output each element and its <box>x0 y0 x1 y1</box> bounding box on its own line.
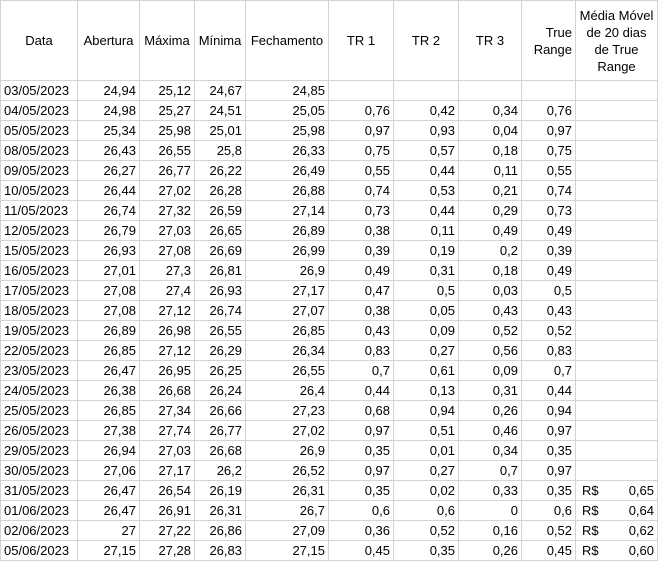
cell-data[interactable]: 11/05/2023 <box>1 201 78 221</box>
cell-maxima[interactable]: 27,74 <box>140 421 195 441</box>
table-row <box>1 541 658 561</box>
cell-data[interactable]: 22/05/2023 <box>1 341 78 361</box>
cell-fechamento[interactable]: 25,05 <box>246 101 329 121</box>
cell-tr2[interactable]: 0,94 <box>394 401 459 421</box>
cell-data[interactable]: 05/06/2023 <box>1 541 78 561</box>
cell-abertura[interactable]: 26,85 <box>78 401 140 421</box>
cell-tr1[interactable]: 0,97 <box>329 121 394 141</box>
cell-tr3[interactable]: 0,56 <box>459 341 522 361</box>
cell-tr3[interactable]: 0,31 <box>459 381 522 401</box>
cell-minima[interactable]: 26,25 <box>195 361 246 381</box>
currency-amount: 0,60 <box>628 543 654 558</box>
table-row <box>1 181 658 201</box>
cell-maxima[interactable]: 27,3 <box>140 261 195 281</box>
cell-media-movel[interactable] <box>576 241 658 261</box>
cell-maxima[interactable]: 26,68 <box>140 381 195 401</box>
cell-tr2[interactable]: 0,53 <box>394 181 459 201</box>
cell-fechamento[interactable]: 26,49 <box>246 161 329 181</box>
cell-fechamento[interactable]: 26,4 <box>246 381 329 401</box>
cell-true-range[interactable]: 0,35 <box>522 481 576 501</box>
cell-true-range[interactable]: 0,44 <box>522 381 576 401</box>
cell-data[interactable]: 24/05/2023 <box>1 381 78 401</box>
cell-media-movel[interactable] <box>576 141 658 161</box>
currency-symbol: R$ <box>582 543 599 558</box>
cell-tr2[interactable]: 0,11 <box>394 221 459 241</box>
cell-maxima[interactable]: 26,98 <box>140 321 195 341</box>
cell-fechamento[interactable]: 26,88 <box>246 181 329 201</box>
cell-true-range[interactable]: 0,97 <box>522 461 576 481</box>
cell-tr1[interactable] <box>329 81 394 101</box>
cell-minima[interactable]: 24,67 <box>195 81 246 101</box>
cell-tr2[interactable]: 0,5 <box>394 281 459 301</box>
cell-data[interactable]: 19/05/2023 <box>1 321 78 341</box>
cell-minima[interactable]: 26,65 <box>195 221 246 241</box>
cell-minima[interactable]: 26,93 <box>195 281 246 301</box>
cell-tr2[interactable]: 0,19 <box>394 241 459 261</box>
cell-data[interactable]: 03/05/2023 <box>1 81 78 101</box>
cell-maxima[interactable]: 27,12 <box>140 301 195 321</box>
column-header-tr2[interactable]: TR 2 <box>394 1 459 81</box>
cell-tr3[interactable]: 0,18 <box>459 261 522 281</box>
cell-media-movel[interactable] <box>576 121 658 141</box>
table-row <box>1 261 658 281</box>
cell-true-range[interactable]: 0,83 <box>522 341 576 361</box>
cell-data[interactable]: 31/05/2023 <box>1 481 78 501</box>
cell-data[interactable]: 25/05/2023 <box>1 401 78 421</box>
cell-maxima[interactable]: 27,08 <box>140 241 195 261</box>
cell-media-movel[interactable] <box>576 501 658 521</box>
cell-media-movel[interactable] <box>576 421 658 441</box>
cell-fechamento[interactable]: 27,07 <box>246 301 329 321</box>
cell-true-range[interactable] <box>522 81 576 101</box>
table-row <box>1 481 658 501</box>
table-row <box>1 241 658 261</box>
cell-data[interactable]: 23/05/2023 <box>1 361 78 381</box>
cell-fechamento[interactable]: 26,33 <box>246 141 329 161</box>
cell-media-movel[interactable] <box>576 181 658 201</box>
cell-tr1[interactable]: 0,45 <box>329 541 394 561</box>
cell-minima[interactable]: 26,19 <box>195 481 246 501</box>
cell-tr1[interactable]: 0,36 <box>329 521 394 541</box>
cell-abertura[interactable]: 26,27 <box>78 161 140 181</box>
cell-abertura[interactable]: 27,06 <box>78 461 140 481</box>
cell-maxima[interactable]: 27,32 <box>140 201 195 221</box>
cell-tr2[interactable]: 0,6 <box>394 501 459 521</box>
currency-value <box>579 481 654 500</box>
currency-amount: 0,65 <box>628 483 654 498</box>
table-row <box>1 221 658 241</box>
currency-value <box>579 541 654 560</box>
cell-fechamento[interactable]: 26,52 <box>246 461 329 481</box>
cell-media-movel[interactable] <box>576 281 658 301</box>
cell-abertura[interactable]: 26,89 <box>78 321 140 341</box>
cell-data[interactable]: 04/05/2023 <box>1 101 78 121</box>
cell-tr2[interactable]: 0,05 <box>394 301 459 321</box>
cell-fechamento[interactable]: 27,02 <box>246 421 329 441</box>
cell-abertura[interactable]: 27,38 <box>78 421 140 441</box>
column-header-minima[interactable]: Mínima <box>195 1 246 81</box>
cell-fechamento[interactable]: 26,99 <box>246 241 329 261</box>
cell-maxima[interactable]: 27,17 <box>140 461 195 481</box>
cell-abertura[interactable]: 27,08 <box>78 281 140 301</box>
cell-media-movel[interactable] <box>576 221 658 241</box>
cell-tr3[interactable]: 0,33 <box>459 481 522 501</box>
cell-true-range[interactable]: 0,7 <box>522 361 576 381</box>
cell-fechamento[interactable]: 27,09 <box>246 521 329 541</box>
cell-true-range[interactable]: 0,49 <box>522 261 576 281</box>
cell-tr3[interactable]: 0,26 <box>459 541 522 561</box>
cell-tr2[interactable] <box>394 81 459 101</box>
cell-tr3[interactable]: 0,03 <box>459 281 522 301</box>
cell-abertura[interactable]: 26,44 <box>78 181 140 201</box>
cell-maxima[interactable]: 25,27 <box>140 101 195 121</box>
cell-fechamento[interactable]: 27,15 <box>246 541 329 561</box>
cell-minima[interactable]: 26,29 <box>195 341 246 361</box>
cell-abertura[interactable]: 27 <box>78 521 140 541</box>
cell-true-range[interactable]: 0,52 <box>522 521 576 541</box>
cell-maxima[interactable]: 27,22 <box>140 521 195 541</box>
currency-amount: 0,62 <box>628 523 654 538</box>
cell-data[interactable]: 17/05/2023 <box>1 281 78 301</box>
cell-minima[interactable]: 26,28 <box>195 181 246 201</box>
cell-true-range[interactable]: 0,35 <box>522 441 576 461</box>
cell-true-range[interactable]: 0,43 <box>522 301 576 321</box>
cell-fechamento[interactable]: 26,31 <box>246 481 329 501</box>
cell-media-movel[interactable] <box>576 461 658 481</box>
cell-true-range[interactable]: 0,55 <box>522 161 576 181</box>
cell-media-movel[interactable] <box>576 81 658 101</box>
cell-tr1[interactable]: 0,7 <box>329 361 394 381</box>
cell-tr2[interactable]: 0,31 <box>394 261 459 281</box>
cell-maxima[interactable]: 25,98 <box>140 121 195 141</box>
table-row <box>1 461 658 481</box>
cell-tr1[interactable]: 0,47 <box>329 281 394 301</box>
cell-tr3[interactable]: 0,7 <box>459 461 522 481</box>
cell-fechamento[interactable]: 26,9 <box>246 441 329 461</box>
cell-tr1[interactable]: 0,97 <box>329 461 394 481</box>
cell-tr1[interactable]: 0,74 <box>329 181 394 201</box>
table-row <box>1 201 658 221</box>
cell-maxima[interactable]: 27,03 <box>140 441 195 461</box>
cell-true-range[interactable]: 0,74 <box>522 181 576 201</box>
cell-tr3[interactable]: 0,29 <box>459 201 522 221</box>
cell-tr3[interactable]: 0,46 <box>459 421 522 441</box>
table-row <box>1 421 658 441</box>
cell-abertura[interactable]: 27,01 <box>78 261 140 281</box>
cell-tr2[interactable]: 0,42 <box>394 101 459 121</box>
cell-true-range[interactable]: 0,52 <box>522 321 576 341</box>
cell-tr2[interactable]: 0,13 <box>394 381 459 401</box>
cell-media-movel[interactable] <box>576 481 658 501</box>
table-row <box>1 281 658 301</box>
cell-maxima[interactable]: 26,54 <box>140 481 195 501</box>
cell-true-range[interactable]: 0,94 <box>522 401 576 421</box>
cell-tr1[interactable]: 0,68 <box>329 401 394 421</box>
cell-tr3[interactable]: 0,49 <box>459 221 522 241</box>
cell-tr1[interactable]: 0,97 <box>329 421 394 441</box>
column-header-fechamento[interactable]: Fechamento <box>246 1 329 81</box>
cell-tr3[interactable]: 0,43 <box>459 301 522 321</box>
table-row <box>1 301 658 321</box>
cell-maxima[interactable]: 27,02 <box>140 181 195 201</box>
cell-true-range[interactable]: 0,75 <box>522 141 576 161</box>
cell-data[interactable]: 08/05/2023 <box>1 141 78 161</box>
cell-data[interactable]: 26/05/2023 <box>1 421 78 441</box>
cell-true-range[interactable]: 0,76 <box>522 101 576 121</box>
cell-data[interactable]: 12/05/2023 <box>1 221 78 241</box>
cell-maxima[interactable]: 26,95 <box>140 361 195 381</box>
cell-tr2[interactable]: 0,44 <box>394 201 459 221</box>
cell-maxima[interactable]: 27,34 <box>140 401 195 421</box>
cell-minima[interactable]: 26,86 <box>195 521 246 541</box>
cell-maxima[interactable]: 27,03 <box>140 221 195 241</box>
cell-tr1[interactable]: 0,73 <box>329 201 394 221</box>
cell-fechamento[interactable]: 26,9 <box>246 261 329 281</box>
cell-tr2[interactable]: 0,57 <box>394 141 459 161</box>
cell-tr3[interactable]: 0,04 <box>459 121 522 141</box>
cell-fechamento[interactable]: 24,85 <box>246 81 329 101</box>
cell-tr3[interactable]: 0,52 <box>459 321 522 341</box>
cell-abertura[interactable]: 26,85 <box>78 341 140 361</box>
cell-maxima[interactable]: 26,77 <box>140 161 195 181</box>
cell-fechamento[interactable]: 25,98 <box>246 121 329 141</box>
cell-tr1[interactable]: 0,35 <box>329 441 394 461</box>
cell-tr3[interactable]: 0,2 <box>459 241 522 261</box>
cell-maxima[interactable]: 26,55 <box>140 141 195 161</box>
cell-tr3[interactable]: 0,11 <box>459 161 522 181</box>
cell-media-movel[interactable] <box>576 361 658 381</box>
cell-tr3[interactable]: 0,18 <box>459 141 522 161</box>
cell-tr2[interactable]: 0,35 <box>394 541 459 561</box>
cell-fechamento[interactable]: 26,34 <box>246 341 329 361</box>
cell-abertura[interactable]: 26,74 <box>78 201 140 221</box>
cell-tr3[interactable]: 0,26 <box>459 401 522 421</box>
cell-abertura[interactable]: 26,79 <box>78 221 140 241</box>
cell-minima[interactable]: 26,77 <box>195 421 246 441</box>
cell-maxima[interactable]: 25,12 <box>140 81 195 101</box>
cell-tr1[interactable]: 0,49 <box>329 261 394 281</box>
cell-tr1[interactable]: 0,43 <box>329 321 394 341</box>
cell-tr2[interactable]: 0,27 <box>394 461 459 481</box>
cell-media-movel[interactable] <box>576 521 658 541</box>
cell-data[interactable]: 09/05/2023 <box>1 161 78 181</box>
cell-abertura[interactable]: 27,08 <box>78 301 140 321</box>
cell-media-movel[interactable] <box>576 301 658 321</box>
cell-minima[interactable]: 26,24 <box>195 381 246 401</box>
cell-abertura[interactable]: 26,93 <box>78 241 140 261</box>
column-header-maxima[interactable]: Máxima <box>140 1 195 81</box>
currency-amount: 0,64 <box>628 503 654 518</box>
table-row <box>1 521 658 541</box>
cell-fechamento[interactable]: 26,55 <box>246 361 329 381</box>
cell-tr2[interactable]: 0,01 <box>394 441 459 461</box>
cell-media-movel[interactable] <box>576 321 658 341</box>
cell-abertura[interactable]: 26,47 <box>78 361 140 381</box>
table-row <box>1 161 658 181</box>
cell-abertura[interactable]: 24,98 <box>78 101 140 121</box>
cell-fechamento[interactable]: 26,89 <box>246 221 329 241</box>
cell-true-range[interactable]: 0,49 <box>522 221 576 241</box>
cell-media-movel[interactable] <box>576 201 658 221</box>
table-row <box>1 381 658 401</box>
cell-fechamento[interactable]: 27,14 <box>246 201 329 221</box>
cell-tr1[interactable]: 0,38 <box>329 221 394 241</box>
cell-abertura[interactable]: 26,43 <box>78 141 140 161</box>
cell-fechamento[interactable]: 26,7 <box>246 501 329 521</box>
cell-abertura[interactable]: 25,34 <box>78 121 140 141</box>
cell-media-movel[interactable] <box>576 341 658 361</box>
table-row <box>1 121 658 141</box>
column-header-tr3[interactable]: TR 3 <box>459 1 522 81</box>
cell-fechamento[interactable]: 26,85 <box>246 321 329 341</box>
cell-tr3[interactable]: 0,34 <box>459 101 522 121</box>
cell-media-movel[interactable] <box>576 541 658 561</box>
cell-minima[interactable]: 26,2 <box>195 461 246 481</box>
cell-maxima[interactable]: 27,12 <box>140 341 195 361</box>
cell-minima[interactable]: 26,68 <box>195 441 246 461</box>
cell-fechamento[interactable]: 27,23 <box>246 401 329 421</box>
cell-minima[interactable]: 26,59 <box>195 201 246 221</box>
cell-media-movel[interactable] <box>576 161 658 181</box>
cell-true-range[interactable]: 0,39 <box>522 241 576 261</box>
cell-media-movel[interactable] <box>576 101 658 121</box>
cell-maxima[interactable]: 27,4 <box>140 281 195 301</box>
currency-symbol: R$ <box>582 523 599 538</box>
currency-value <box>579 521 654 540</box>
cell-tr2[interactable]: 0,09 <box>394 321 459 341</box>
cell-tr1[interactable]: 0,6 <box>329 501 394 521</box>
cell-minima[interactable]: 26,22 <box>195 161 246 181</box>
column-header-tr1[interactable]: TR 1 <box>329 1 394 81</box>
cell-data[interactable]: 18/05/2023 <box>1 301 78 321</box>
cell-true-range[interactable]: 0,45 <box>522 541 576 561</box>
cell-tr1[interactable]: 0,38 <box>329 301 394 321</box>
cell-tr3[interactable] <box>459 81 522 101</box>
cell-minima[interactable]: 26,31 <box>195 501 246 521</box>
cell-data[interactable]: 05/05/2023 <box>1 121 78 141</box>
cell-tr3[interactable]: 0,21 <box>459 181 522 201</box>
currency-symbol: R$ <box>582 503 599 518</box>
currency-symbol: R$ <box>582 483 599 498</box>
cell-tr1[interactable]: 0,55 <box>329 161 394 181</box>
cell-minima[interactable]: 26,55 <box>195 321 246 341</box>
cell-maxima[interactable]: 26,91 <box>140 501 195 521</box>
table-row <box>1 81 658 101</box>
cell-data[interactable]: 01/06/2023 <box>1 501 78 521</box>
cell-abertura[interactable]: 26,38 <box>78 381 140 401</box>
cell-abertura[interactable]: 27,15 <box>78 541 140 561</box>
cell-tr1[interactable]: 0,44 <box>329 381 394 401</box>
cell-tr3[interactable]: 0,16 <box>459 521 522 541</box>
cell-tr1[interactable]: 0,35 <box>329 481 394 501</box>
cell-minima[interactable]: 26,83 <box>195 541 246 561</box>
cell-data[interactable]: 02/06/2023 <box>1 521 78 541</box>
cell-abertura[interactable]: 24,94 <box>78 81 140 101</box>
cell-media-movel[interactable] <box>576 381 658 401</box>
cell-tr1[interactable]: 0,39 <box>329 241 394 261</box>
cell-true-range[interactable]: 0,73 <box>522 201 576 221</box>
cell-abertura[interactable]: 26,47 <box>78 481 140 501</box>
cell-tr2[interactable]: 0,44 <box>394 161 459 181</box>
cell-tr2[interactable]: 0,61 <box>394 361 459 381</box>
cell-tr2[interactable]: 0,52 <box>394 521 459 541</box>
table-row <box>1 141 658 161</box>
cell-true-range[interactable]: 0,97 <box>522 121 576 141</box>
cell-tr2[interactable]: 0,27 <box>394 341 459 361</box>
cell-minima[interactable]: 26,69 <box>195 241 246 261</box>
cell-minima[interactable]: 26,66 <box>195 401 246 421</box>
column-header-true-range[interactable]: True Range <box>522 1 576 81</box>
cell-data[interactable]: 16/05/2023 <box>1 261 78 281</box>
cell-minima[interactable]: 25,01 <box>195 121 246 141</box>
cell-media-movel[interactable] <box>576 441 658 461</box>
cell-tr2[interactable]: 0,02 <box>394 481 459 501</box>
header-row <box>1 1 658 81</box>
cell-true-range[interactable]: 0,5 <box>522 281 576 301</box>
table-row <box>1 341 658 361</box>
cell-media-movel[interactable] <box>576 261 658 281</box>
cell-tr2[interactable]: 0,51 <box>394 421 459 441</box>
table-row <box>1 441 658 461</box>
cell-tr1[interactable]: 0,83 <box>329 341 394 361</box>
cell-minima[interactable]: 26,81 <box>195 261 246 281</box>
table-row <box>1 501 658 521</box>
cell-media-movel[interactable] <box>576 401 658 421</box>
cell-abertura[interactable]: 26,47 <box>78 501 140 521</box>
cell-data[interactable]: 29/05/2023 <box>1 441 78 461</box>
cell-tr3[interactable]: 0,34 <box>459 441 522 461</box>
currency-value <box>579 501 654 520</box>
column-header-data[interactable]: Data <box>1 1 78 81</box>
table-row <box>1 361 658 381</box>
cell-minima[interactable]: 24,51 <box>195 101 246 121</box>
cell-true-range[interactable]: 0,97 <box>522 421 576 441</box>
table-body <box>1 81 658 561</box>
cell-tr3[interactable]: 0 <box>459 501 522 521</box>
cell-abertura[interactable]: 26,94 <box>78 441 140 461</box>
cell-maxima[interactable]: 27,28 <box>140 541 195 561</box>
cell-tr1[interactable]: 0,75 <box>329 141 394 161</box>
cell-tr3[interactable]: 0,09 <box>459 361 522 381</box>
cell-tr2[interactable]: 0,93 <box>394 121 459 141</box>
cell-true-range[interactable]: 0,6 <box>522 501 576 521</box>
cell-minima[interactable]: 26,74 <box>195 301 246 321</box>
table-row <box>1 321 658 341</box>
cell-fechamento[interactable]: 27,17 <box>246 281 329 301</box>
cell-minima[interactable]: 25,8 <box>195 141 246 161</box>
cell-tr1[interactable]: 0,76 <box>329 101 394 121</box>
table-row <box>1 101 658 121</box>
column-header-media-movel[interactable]: Média Móvel de 20 dias de True Range <box>576 1 658 81</box>
cell-data[interactable]: 30/05/2023 <box>1 461 78 481</box>
cell-data[interactable]: 15/05/2023 <box>1 241 78 261</box>
table-row <box>1 401 658 421</box>
column-header-abertura[interactable]: Abertura <box>78 1 140 81</box>
cell-data[interactable]: 10/05/2023 <box>1 181 78 201</box>
